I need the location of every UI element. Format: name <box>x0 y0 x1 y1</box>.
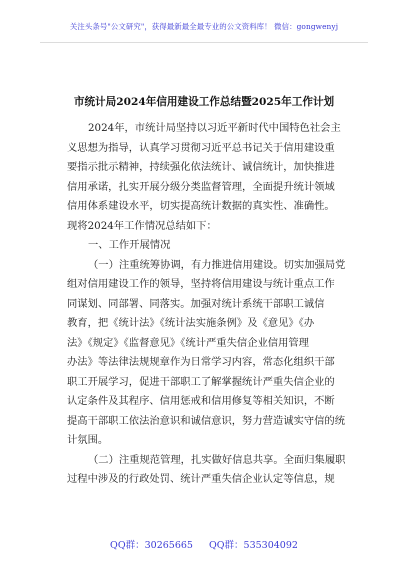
footer-contact <box>0 537 408 551</box>
footer-qq-group-1: QQ群：30265665 <box>110 540 193 551</box>
body-line: 教育，把《统计法》《统计法实施条例》及《意见》《办 <box>67 317 315 329</box>
body-line: 信用承诺，扎实开展分级分类监督管理，全面提升统计领域 <box>67 180 335 193</box>
body-line: 组对信用建设工作的领导，坚持将信用建设与统计重点工作 <box>67 278 335 290</box>
body-line: 提高干部职工依法治意识和诚信意识，努力营造诚实守信的统 <box>67 414 346 427</box>
footer-qq-group-2: QQ群：535304092 <box>208 540 298 551</box>
body-line: 过程中涉及的行政处罚、统计严重失信企业认定等信息，规 <box>67 473 335 485</box>
body-line: 2024年，市统计局坚持以习近平新时代中国特色社会主 <box>88 122 341 134</box>
body-line: （二）注重规范管理，扎实做好信息共享。全面归集履职 <box>88 453 346 466</box>
body-line: 职工开展学习，促进干部职工了解掌握统计严重失信企业的 <box>67 375 335 388</box>
section-heading: 一、工作开展情况 <box>88 239 171 251</box>
document-body <box>67 119 351 490</box>
body-line: 认定条件及其程序、信用惩戒和信用修复等相关知识，不断 <box>67 395 335 407</box>
header-banner: 关注头条号"公文研究"，获得最新最全最专业的公文资料库！ 微信：gongwenyj <box>69 22 339 31</box>
body-line: （一）注重统筹协调，有力推进信用建设。切实加强局党 <box>88 258 346 271</box>
header-divider <box>40 42 368 43</box>
body-line: 计氛围。 <box>67 434 109 446</box>
body-line: 义思想为指导，认真学习贯彻习近平总书记关于信用建设重 <box>67 141 335 154</box>
body-line: 信用体系建设水平，切实提高统计数据的真实性、准确性。 <box>67 200 335 212</box>
body-line: 办法》等法律法规规章作为日常学习内容，常态化组织干部 <box>67 356 335 368</box>
body-line: 同谋划、同部署、同落实。加强对统计系统干部职工诚信 <box>67 297 325 310</box>
document-title: 市统计局2024年信用建设工作总结暨2025年工作计划 <box>73 96 335 108</box>
body-line: 现将2024年工作情况总结如下： <box>67 219 217 232</box>
body-line: 要指示批示精神，持续强化依法统计、诚信统计，加快推进 <box>67 161 335 173</box>
body-line: 法》《规定》《监督意见》《统计严重失信企业信用管理 <box>67 336 309 349</box>
